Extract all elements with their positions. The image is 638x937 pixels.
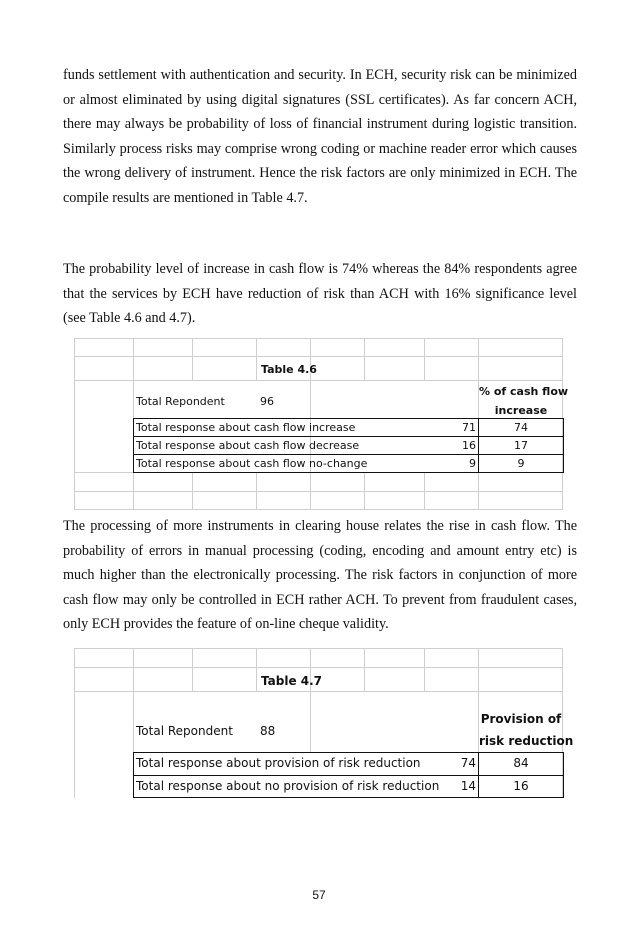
table-row-pct: 16 — [513, 779, 529, 793]
table-title: Table 4.7 — [261, 674, 323, 688]
table-row-count: 74 — [460, 756, 476, 770]
page-number: 57 — [312, 888, 326, 902]
table-row-pct: 9 — [517, 457, 525, 470]
table-row-count: 71 — [462, 421, 476, 434]
column-header-line1: % of cash flow — [479, 385, 569, 398]
paragraph-manual-processing: The processing of more instruments in clearing house relates the rise in cash flow. The probability of errors in manual processing (coding, encoding and amount entry etc) is much higher than the electronically processing. The risk factors in conjunction of more cash flow may only be controlled in ECH rather ACH. To prevent from fraudulent cases, only ECH provides the feature of on-line cheque validity. — [63, 518, 577, 633]
table-row-count: 14 — [460, 779, 476, 793]
table-4-7 — [74, 648, 574, 798]
table-row-count: 9 — [469, 457, 476, 470]
table-row-pct: 84 — [513, 756, 529, 770]
respondent-label: Total Repondent — [136, 724, 233, 738]
paragraph-cash-flow-probability: The probability level of increase in cash flow is 74% whereas the 84% respondents agree that the services by ECH have reduction of risk than ACH with 16% significance level (see Table 4.6 and 4.7). — [63, 261, 577, 327]
table-row-label: Total response about cash flow decrease — [136, 439, 360, 452]
table-row-label: Total response about no provision of risk reduction — [136, 779, 440, 793]
table-row-pct: 74 — [514, 421, 528, 434]
table-row-label: Total response about cash flow no-change — [136, 457, 368, 470]
table-row-pct: 17 — [514, 439, 528, 452]
table-4-6 — [74, 338, 569, 510]
table-row-count: 16 — [462, 439, 476, 452]
column-header-line2: risk reduction — [479, 734, 574, 748]
table-row-label: Total response about cash flow increase — [136, 421, 356, 434]
column-header-line1: Provision of — [480, 712, 562, 726]
table-title: Table 4.6 — [261, 363, 317, 376]
table-row-label: Total response about provision of risk reduction — [136, 756, 421, 770]
column-header-line2: increase — [494, 404, 548, 417]
respondent-value: 88 — [260, 724, 276, 738]
respondent-value: 96 — [260, 395, 274, 408]
paragraph-risk-factors: funds settlement with authentication and security. In ECH, security risk can be minimized or almost eliminated by using digital signatures (SSL certificates). As far concern ACH, there may always be probability of loss of financial instrument during logistic transition. Similarly process risks may comprise wrong coding or machine reader error which causes the wrong delivery of instrument. Hence the risk factors are only minimized in ECH. The compile results are mentioned in Table 4.7. — [63, 67, 577, 206]
respondent-label: Total Repondent — [136, 395, 225, 408]
